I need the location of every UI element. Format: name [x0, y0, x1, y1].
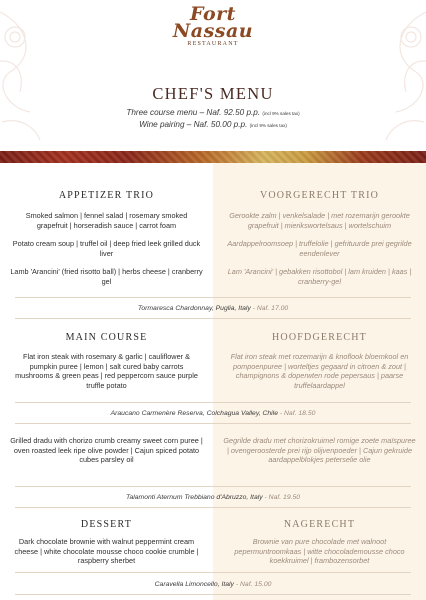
wine-pairing: [0, 581, 426, 588]
wine-price: - Naf. 15.00: [235, 581, 272, 588]
menu-item-en: Lamb 'Arancini' (fried risotto ball) | herbs cheese | cranberry gel: [10, 267, 203, 286]
section-heading-dessert: DESSERT: [80, 519, 133, 530]
divider: [15, 572, 411, 573]
three-course-tax-note: (incl 9% sales tax): [262, 111, 300, 116]
divider: [15, 297, 411, 298]
restaurant-logo: [0, 3, 426, 47]
menu-item-nl: Aardappelroomsoep | truffelolie | gefrituurde prei gegrilde eendenlever: [227, 239, 412, 258]
wine-pairing: [0, 494, 426, 501]
divider: [15, 423, 411, 424]
menu-item-en: Smoked salmon | fennel salad | rosemary smoked grapefruit | horseradish sauce | carrot foam: [25, 211, 188, 230]
wine-name: Araucano Carmenère Reserva, Colchagua Valley, Chile: [110, 410, 278, 417]
divider: [15, 486, 411, 487]
section-heading-voorgerecht: VOORGERECHT TRIO: [259, 190, 380, 201]
wine-name: Caravella Limoncello, Italy: [154, 581, 234, 588]
logo-line-2: Nassau: [172, 20, 254, 42]
logo-line-1: Fort: [190, 3, 236, 25]
divider: [15, 507, 411, 508]
wine-price: - Naf. 17.00: [252, 305, 289, 312]
menu-item-nl: Gerookte zalm | venkelsalade | met rozemarijn gerookte grapefruit | mierikswortelsaus | wortelschuim: [229, 211, 410, 230]
three-course-price: [0, 108, 426, 117]
section-heading-hoofdgerecht: HOOFDGERECHT: [272, 332, 367, 343]
three-course-price-text: Three course menu – Naf. 92.50 p.p.: [126, 108, 261, 117]
menu-item-en: Grilled dradu with chorizo crumb creamy sweet corn puree | oven roasted leek ripe olive powder | Cajun spiced potato cubes parsley oil: [10, 436, 203, 464]
wine-name: Talamonti Aternum Trebbiano d'Abruzzo, Italy: [125, 494, 263, 501]
section-heading-main-course: MAIN COURSE: [65, 332, 148, 343]
wine-price: - Naf. 18.50: [279, 410, 316, 417]
wine-price: - Naf. 19.50: [264, 494, 301, 501]
wine-name: Tormaresca Chardonnay, Puglia, Italy: [137, 305, 251, 312]
page-title: CHEF'S MENU: [152, 84, 274, 103]
decorative-banner: [0, 151, 426, 163]
divider: [15, 402, 411, 403]
wine-pairing-price-text: Wine pairing – Naf. 50.00 p.p.: [139, 120, 248, 129]
section-heading-appetizer: APPETIZER TRIO: [58, 190, 155, 201]
wine-pairing-price: [0, 120, 426, 129]
menu-item-nl: Lam 'Arancini' | gebakken risottobol | lam kruiden | kaas | cranberry-gel: [227, 267, 412, 286]
menu-item-en: Dark chocolate brownie with walnut peppermint cream cheese | white chocolate mousse choco cookie crumble | raspberry sherbet: [14, 537, 199, 565]
divider: [15, 318, 411, 319]
wine-pairing: [0, 305, 426, 312]
menu-item-nl: Flat iron steak met rozemarijn & knoflook bloemkool en pompoenpuree | worteltjes gegaard in citroen & zout | champignons & doperwten rode pepersaus | paarse truffelaardappel: [230, 352, 409, 390]
logo-subtitle: RESTAURANT: [187, 41, 239, 47]
divider: [15, 594, 411, 595]
section-heading-nagerecht: NAGERECHT: [283, 519, 356, 530]
menu-item-en: Potato cream soup | truffel oil | deep fried leek grilled duck liver: [12, 239, 201, 258]
wine-pairing-tax-note: (incl 9% sales tax): [249, 123, 287, 128]
menu-item-nl: Brownie van pure chocolade met walnoot pepermuntroomkaas | witte chocolademousse choco koekkruimel | frambozensorbet: [234, 537, 405, 565]
menu-item-en: Flat iron steak with rosemary & garlic | cauliflower & pumpkin puree | lemon | salt cured baby carrots mushrooms & green peas | red peppercorn sauce purple truffle potato: [15, 352, 198, 390]
wine-pairing: [0, 410, 426, 417]
menu-item-nl: Gegrilde dradu met chorizokruimel romige zoete maïspuree | ovengeroosterde prei rijp olijvenpoeder | Cajun gekruide aardappelblokjes peterselie olie: [223, 436, 416, 464]
